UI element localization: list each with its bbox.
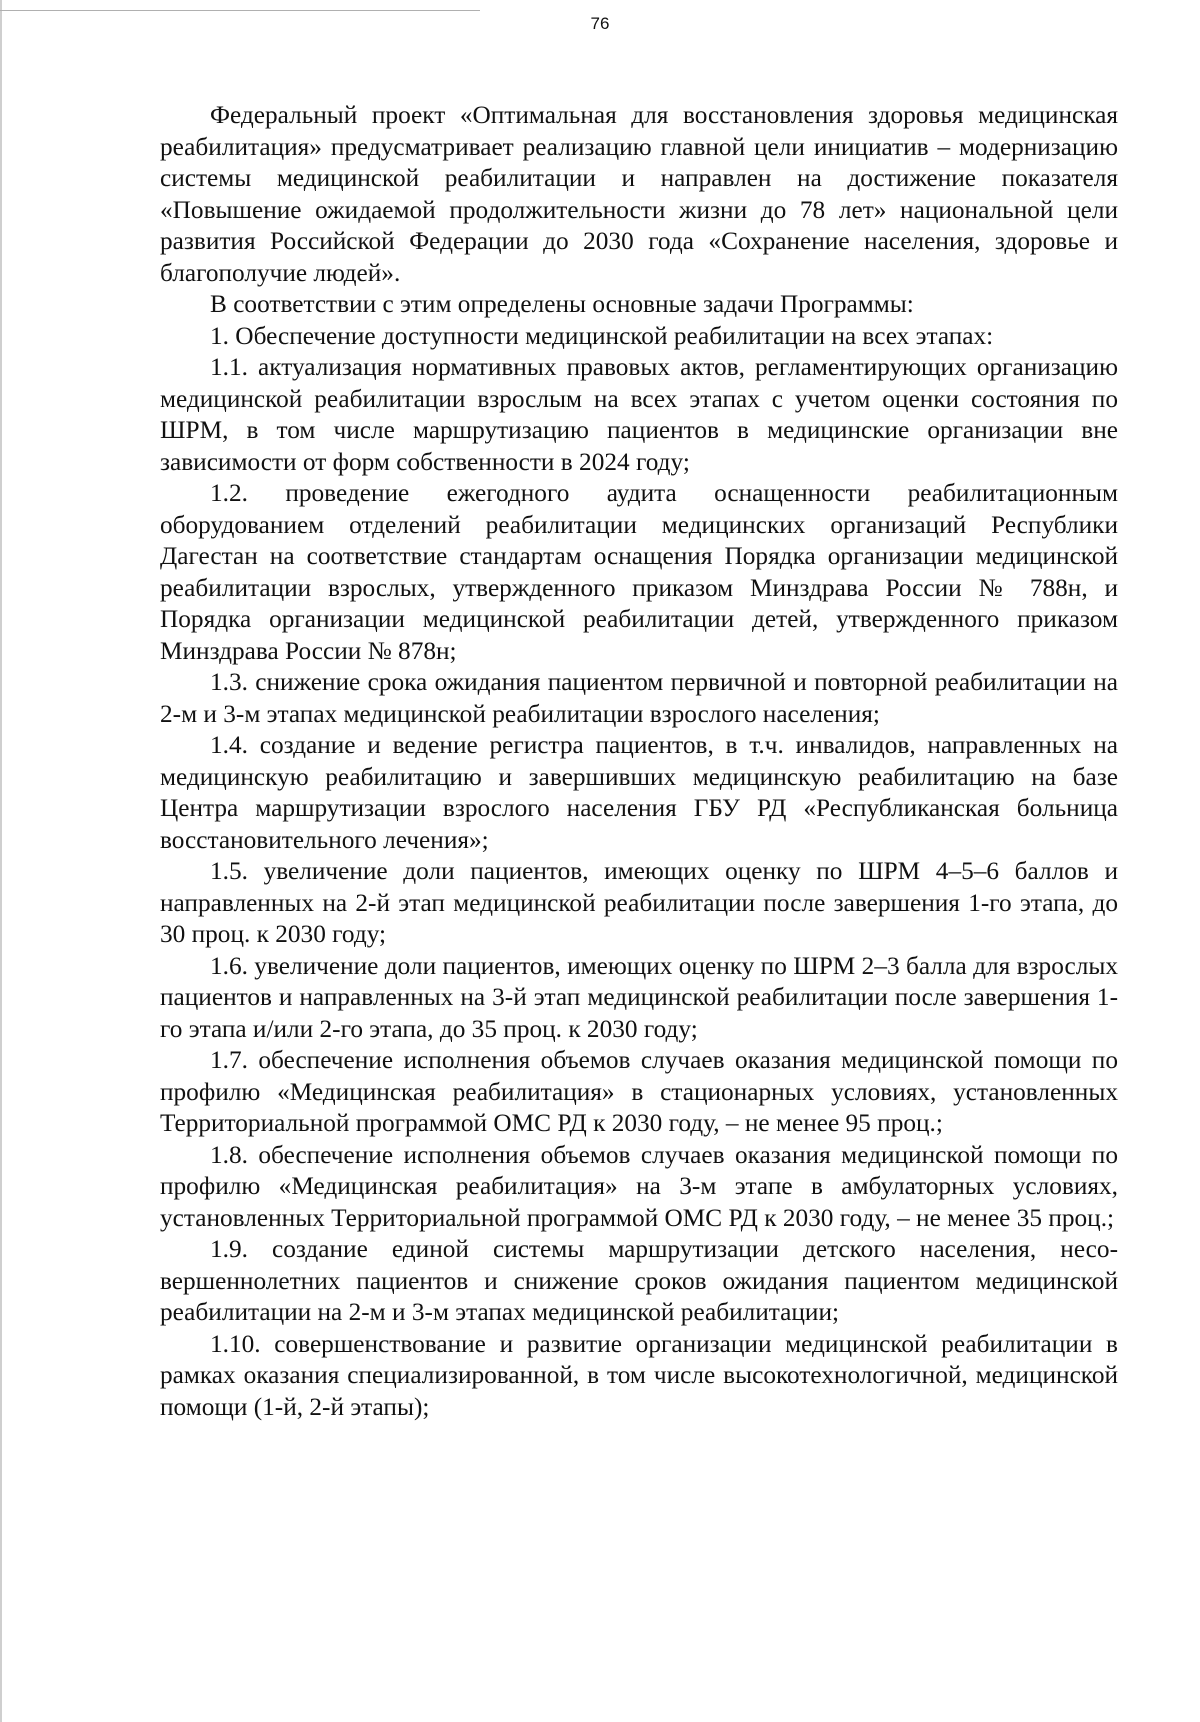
scan-top-line (0, 10, 480, 11)
paragraph-task-1-3: 1.3. снижение срока ожидания пациентом первичной и повторной реабилитации на 2-м и 3-м этапах медицинской реабилитации взрослого населения; (160, 668, 1118, 728)
paragraph-task-1-9: 1.9. создание единой системы маршрутизации детского населения, несовершеннолетних пациентов и снижение сроков ожидания пациентом медицинской реабилитации на 2-м и 3-м этапах медицинской реабилитации; (160, 1235, 1118, 1326)
paragraph-task-1: 1. Обеспечение доступности медицинской реабилитации на всех этапах: (210, 321, 994, 350)
paragraph-federal-project: Федеральный проект «Оптимальная для восстановления здоровья медицинская реабилитация» предусматривает реализацию главной цели инициатив – модернизацию системы медицинской реабилитации и направлен на достижение показателя «Повышение ожидаемой продолжительности жизни до 78 лет» национальной цели развития Российской Федерации до 2030 года «Сохранение населения, здоровье и благополучие людей». (160, 101, 1118, 287)
paragraph-program-tasks-intro: В соответствии с этим определены основные задачи Программы: (210, 290, 914, 318)
paragraph-task-1-5: 1.5. увеличение доли пациентов, имеющих оценку по ШРМ 4–5–6 баллов и направленных на 2-й этап медицинской реабилитации после завершения 1-го этапа, до 30 проц. к 2030 году; (160, 857, 1118, 948)
scan-edge-line (0, 0, 2, 1722)
paragraph-task-1-2: 1.2. проведение ежегодного аудита оснащенности реабилитационным оборудованием отделений реабилитации медицинских организаций Республики Дагестан на соответствие стандартам оснащения Порядка организации медицинской реабилитации взрослых, утвержденного приказом Минздрава России № 788н, и Порядка организации медицинской реабилитации детей, утвержденного приказом Минздрава России № 878н; (160, 479, 1118, 665)
page-number: 76 (590, 14, 610, 33)
document-body (160, 100, 1118, 1423)
paragraph-task-1-10: 1.10. совершенствование и развитие организации медицинской реабилитации в рамках оказания специализированной, в том числе высокотехнологичной, медицинской помощи (1-й, 2-й этапы); (160, 1329, 1118, 1421)
paragraph-task-1-4: 1.4. создание и ведение регистра пациентов, в т.ч. инвалидов, направленных на медицинскую реабилитацию и завершивших медицинскую реабилитацию на базе Центра маршрутизации взрослого населения ГБУ РД «Республиканская больница восстановительного лечения»; (160, 731, 1118, 854)
paragraph-task-1-1: 1.1. актуализация нормативных правовых актов, регламентирующих организацию медицинской реабилитации взрослым на всех этапах с учетом оценки состояния по ШРМ, в том числе маршрутизацию пациентов в медицинские организации вне зависимости от форм собственности в 2024 году; (160, 353, 1118, 476)
paragraph-task-1-6: 1.6. увеличение доли пациентов, имеющих оценку по ШРМ 2–3 балла для взрослых пациентов и направленных на 3-й этап медицинской реабилитации после завершения 1-го этапа и/или 2-го этапа, до 35 проц. к 2030 году; (160, 951, 1118, 1043)
paragraph-task-1-8: 1.8. обеспечение исполнения объемов случаев оказания медицинской помощи по профилю «Медицинская реабилитация» на 3-м этапе в амбулаторных условиях, установленных Территориальной программой ОМС РД к 2030 году, – не менее 35 проц.; (160, 1140, 1118, 1232)
paragraph-task-1-7: 1.7. обеспечение исполнения объемов случаев оказания медицинской помощи по профилю «Медицинская реабилитация» в стационарных условиях, установленных Территориальной программой ОМС РД к 2030 году, – не менее 95 проц.; (160, 1046, 1118, 1137)
